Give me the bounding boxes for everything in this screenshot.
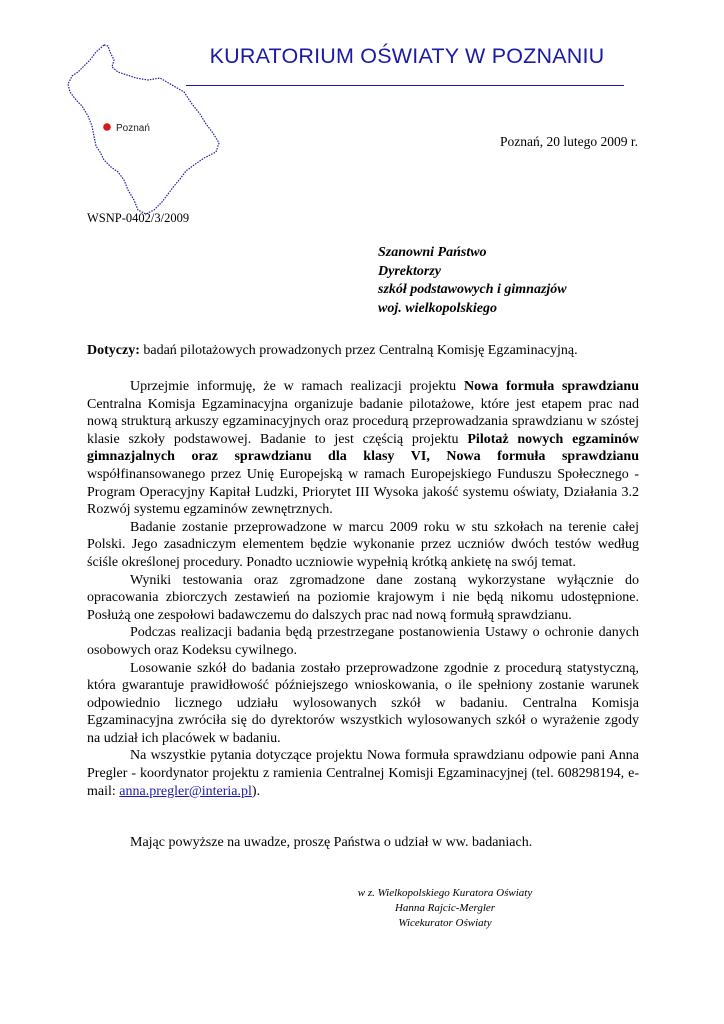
project-name: Nowa formuła sprawdzianu bbox=[463, 379, 639, 394]
paragraph-text: ). bbox=[251, 783, 261, 799]
signature-line: Wicekurator Oświaty bbox=[398, 917, 492, 929]
map-city-label: Poznań bbox=[116, 123, 150, 134]
title-divider bbox=[186, 85, 624, 86]
paragraph: Losowanie szkół do badania zostało przeprowadzone zgodnie z procedurą statystyczną, która gwarantuje prawidłowość późniejszego wnioskowania, o ile spełniony zostanie warunek odpowiednio licznego udziału wylosowanych szkół w badaniu. Centralna Komisja Egzaminacyjna zwróciła się do dyrektorów wszystkich wylosowanych szkół o wyrażenie zgody na udział ich placówek w badaniu. bbox=[87, 660, 639, 746]
letter-date: Poznań, 20 lutego 2009 r. bbox=[500, 134, 638, 149]
page-title: KURATORIUM OŚWIATY W POZNANIU bbox=[209, 44, 605, 68]
paragraph: Wyniki testowania oraz zgromadzone dane zostaną wykorzystane wyłącznie do opracowania zbiorczych zestawień na poziomie krajowym i nie będą nikomu udostępnione. Posłużą one zespołowi badawczemu do dalszych prac nad nową formułą sprawdzianu. bbox=[87, 572, 639, 623]
addressee-line: Szanowni Państwo bbox=[378, 245, 487, 260]
paragraph bbox=[87, 747, 639, 800]
email-link[interactable]: anna.pregler@interia.pl bbox=[119, 783, 252, 799]
addressee-block bbox=[378, 244, 567, 318]
subject-line bbox=[87, 343, 578, 359]
paragraph-text: współfinansowanego przez Unię Europejską w ramach Europejskiego Funduszu Społecznego - Program Operacyjny Kapitał Ludzki, Priorytet III Wysoka jakość systemu oświaty, Działania 3.2 Rozwój systemu egzaminów zewnętrznych. bbox=[87, 466, 639, 518]
signature-block bbox=[330, 886, 560, 931]
program-name: Pilotaż nowych egzaminów gimnazjalnych oraz sprawdzianu dla klasy VI, Nowa formuła sprawdzianu bbox=[87, 431, 639, 465]
reference-number: WSNP-0402/3/2009 bbox=[87, 211, 190, 225]
paragraph-text: Uprzejmie informuję, że w ramach realizacji projektu bbox=[130, 379, 464, 394]
closing-sentence: Mając powyższe na uwadze, proszę Państwa o udział w ww. badaniach. bbox=[130, 835, 533, 850]
addressee-line: szkół podstawowych i gimnazjów bbox=[378, 282, 567, 297]
paragraph: Podczas realizacji badania będą przestrzegane postanowienia Ustawy o ochronie danych osobowych oraz Kodeksu cywilnego. bbox=[87, 625, 639, 658]
subject-label: Dotyczy: bbox=[87, 343, 140, 358]
addressee-line: woj. wielkopolskiego bbox=[378, 300, 497, 316]
signature-line: Hanna Rajcic-Mergler bbox=[394, 902, 496, 914]
paragraph: Badanie zostanie przeprowadzone w marcu 2009 roku w stu szkołach na terenie całej Polski. Jego zasadniczym elementem będzie wykonanie przez uczniów dwóch testów według ściśle określonej procedury. Ponadto uczniowie wypełnią krótką ankietę na swój temat. bbox=[87, 519, 639, 570]
subject-text: badań pilotażowych prowadzonych przez Centralną Komisję Egzaminacyjną. bbox=[139, 343, 578, 358]
addressee-line: Dyrektorzy bbox=[378, 263, 441, 279]
paragraph-text: Na wszystkie pytania dotyczące projektu Nowa formuła sprawdzianu odpowie pani Anna Pregler - koordynator projektu z ramienia Centralnej Komisji Egzaminacyjnej (tel. 608298194, e-mail: bbox=[87, 748, 639, 799]
poznan-marker bbox=[103, 123, 111, 131]
paragraph-text: Centralna Komisja Egzaminacyjna organizuje badanie pilotażowe, które jest etapem prac nad nową strukturą arkuszy egzaminacyjnych oraz procedurą przeprowadzania sprawdzianu w szóstej klasie szkoły podstawowej. Badanie to jest częścią projektu bbox=[87, 396, 639, 447]
letter-body bbox=[87, 378, 639, 800]
paragraph bbox=[87, 378, 639, 519]
signature-line: w z. Wielkopolskiego Kuratora Oświaty bbox=[357, 887, 533, 899]
